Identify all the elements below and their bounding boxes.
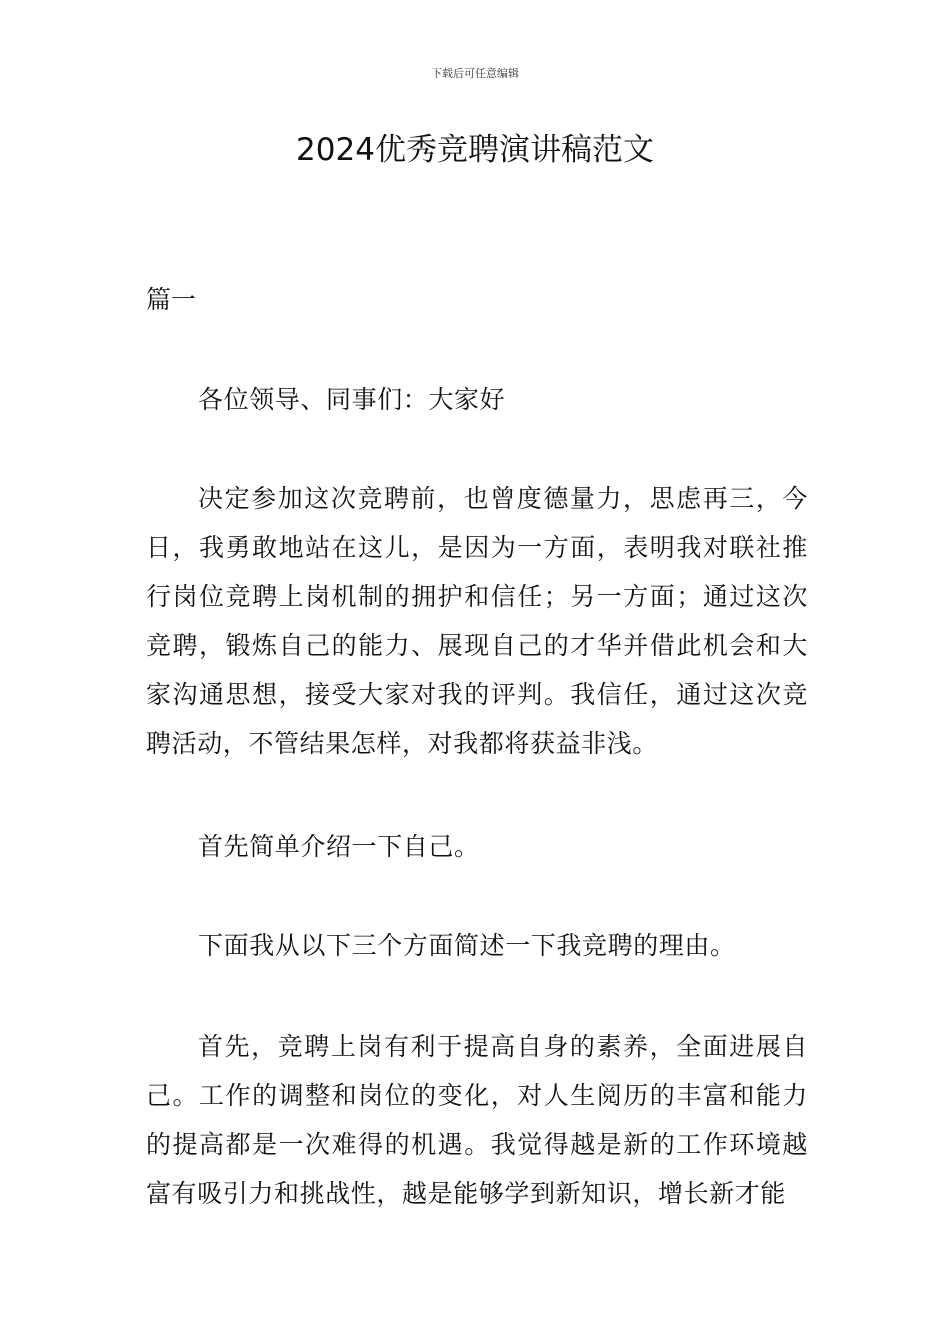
paragraph-reasons: 下面我从以下三个方面简述一下我竞聘的理由。 — [198, 931, 736, 960]
section-label: 篇一 — [146, 285, 197, 314]
paragraph-decision: 决定参加这次竞聘前，也曾度德量力，思虑再三，今日，我勇敢地站在这儿，是因为一方面，表明我对联社推行岗位竞聘上岗机制的拥护和信任；另一方面；通过这次竞聘，锻炼自己的能力、展现自己的才华并借此机会和大家沟通思想，接受大家对我的评判。我信任，通过这次竞聘活动，不管结果怎样，对我都将获益非浅。 — [146, 484, 808, 758]
paragraph-introduction: 首先简单介绍一下自己。 — [198, 832, 480, 861]
paragraph-greeting: 各位领导、同事们：大家好 — [198, 385, 506, 414]
header-note: 下载后可任意编辑 — [431, 67, 519, 80]
paragraph-first-reason: 首先，竞聘上岗有利于提高自身的素养，全面进展自己。工作的调整和岗位的变化，对人生阅历的丰富和能力的提高都是一次难得的机遇。我觉得越是新的工作环境越富有吸引力和挑战性，越是能够学到新知识，增长新才能 — [146, 1032, 808, 1208]
document-title: 2024优秀竞聘演讲稿范文 — [296, 132, 654, 168]
